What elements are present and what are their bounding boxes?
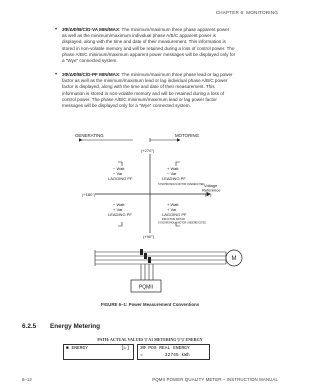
bullet-dot: • — [55, 72, 58, 78]
quadrant-text: − Var — [113, 171, 123, 176]
bullet-pf-minmax — [55, 72, 274, 109]
figure-caption: FIGURE 6–1: Power Measurement Conventions — [100, 302, 200, 307]
ct-marker — [140, 249, 143, 255]
pqmii-meter-label: PQMII — [138, 284, 154, 291]
quadrant-text: + Var — [167, 207, 177, 212]
quadrant-text: SYNCHRONOUS MOTOR OVEREXCITED — [158, 183, 205, 186]
bullet-line: messages will be displayed only for a “Wye” connected system. — [62, 103, 191, 109]
quadrant-text: INDUCTION MOTOR — [162, 218, 185, 221]
quadrant-text: SYNCHRONOUS MOTOR UNDEREXCITED — [158, 221, 206, 225]
voltage-ref-label: Voltage — [204, 183, 218, 188]
bullet-line: factor as well as the minimum/maximum lead or lag individual phase A/B/C power — [62, 78, 228, 84]
quadrant-text: + Watt — [167, 202, 179, 207]
ct-marker — [144, 253, 147, 259]
bullet-title: 3Φ/ΔΦ/B/C/D-VA MIN/MAX — [62, 27, 120, 32]
lcd-row: = 32745 kWh — [140, 353, 190, 358]
bullet-line: control power. The phase A/B/C minimum/maximum lead or lag power factor — [62, 96, 217, 102]
bullet-dot: • — [55, 27, 58, 33]
bullet-line: as well as the minimum/maximum individual phase A/B/C apparent power is — [62, 33, 216, 39]
quadrant-top-left — [108, 166, 133, 181]
angle-top: (+270°) — [141, 148, 155, 153]
quadrant-text: LEADING PF — [108, 212, 132, 217]
lcd-display-pos-real-energy — [137, 344, 210, 360]
page-number: 6–12 — [22, 377, 32, 382]
angle-left: (+180°) — [82, 192, 96, 197]
bullet-line: : The minimum/maximum three phase apparent power — [119, 27, 230, 32]
ct-marker — [148, 257, 151, 263]
running-head: CHAPTER 6: MONITORING — [215, 10, 278, 15]
quadrant-top-right — [158, 166, 204, 186]
quadrant-text: + Watt — [167, 166, 179, 171]
voltage-ref-label: (0°) — [205, 192, 212, 197]
quadrant-bracket — [118, 222, 122, 226]
quadrant-text: − Var — [167, 171, 177, 176]
quadrant-text: LAGGING PF — [108, 176, 133, 181]
bullet-title: 3Φ/ΔΦ/B/C/D-PF MIN/MAX — [62, 72, 120, 77]
menu-path: PATH: ACTUAL VALUES ▽ A1 METERING ▽ ▽ ENERGY — [97, 337, 203, 342]
voltage-ref-label: Reference — [202, 187, 221, 193]
quadrant-bottom-right — [158, 202, 206, 225]
lcd-row: 3Φ POS REAL ENERGY — [140, 346, 190, 351]
section-title: Energy Metering — [50, 323, 101, 330]
lcd-display-energy-menu — [63, 344, 134, 360]
motor-label: M — [231, 256, 237, 262]
bullet-line: stored in non-volatile memory and will be retained during a loss of control power. The — [62, 45, 235, 51]
generating-label: GENERATING — [75, 133, 104, 138]
power-conventions-diagram — [0, 118, 300, 303]
footer-manual-title: PQMII POWER QUALITY METER – INSTRUCTION MANUAL — [152, 377, 278, 382]
quadrant-text: − Watt — [113, 166, 125, 171]
bullet-line: displayed, along with the time and date of their measurement. This information is — [62, 39, 226, 45]
quadrant-text: + Var — [113, 207, 123, 212]
quadrant-text: LEADING PF — [162, 176, 186, 181]
bullet-line: a “Wye” connected system. — [62, 58, 118, 64]
bullet-line: phase A/B/C minimum/maximum apparent power messages will be displayed only for — [62, 51, 236, 57]
quadrant-bottom-left — [108, 202, 132, 217]
motoring-label: MOTORING — [175, 133, 200, 138]
bullet-line: information is stored in non-volatile memory and will be retained during a loss of — [62, 90, 225, 96]
bullet-va-minmax — [55, 27, 274, 64]
lcd-row: ■ ENERGY [▷] — [66, 346, 130, 351]
quadrant-text: LAGGING PF — [162, 212, 187, 217]
angle-bottom: (+90°) — [143, 234, 155, 239]
bullet-line: : The minimum/maximum three phase lead or lag power — [119, 72, 233, 77]
bullet-line: factor is displayed, along with the time and date of their measurement. This — [62, 84, 215, 90]
quadrant-text: − Watt — [113, 202, 125, 207]
section-number: 6.2.5 — [22, 323, 37, 330]
